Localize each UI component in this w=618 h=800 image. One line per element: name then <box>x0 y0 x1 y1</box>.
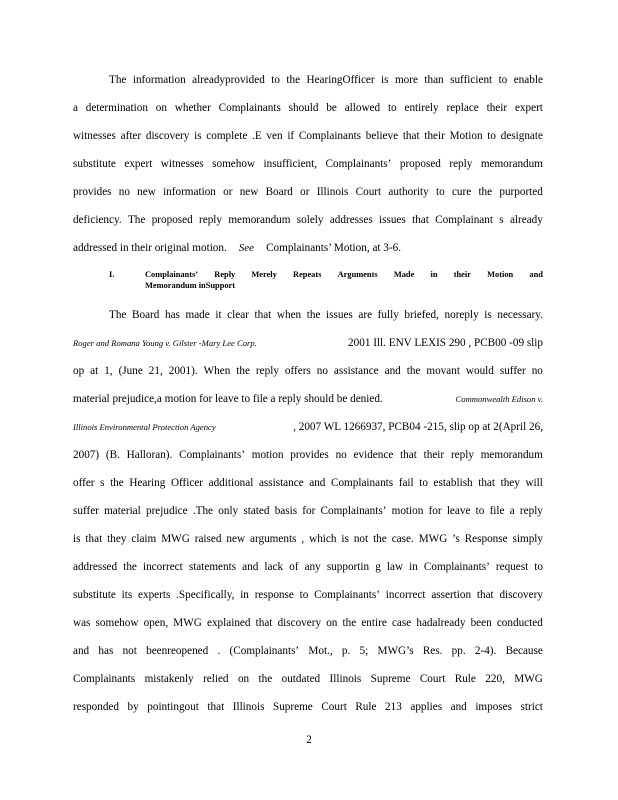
p2-line-2 <box>73 336 543 350</box>
see-signal: See <box>238 242 255 254</box>
p2-line-9: is that they claim MWG raised new arguments , which is not the case. MWG ’s Response simply <box>73 533 543 545</box>
heading-word: Arguments <box>337 270 378 279</box>
page-number: 2 <box>306 734 312 746</box>
case-citation-young: Roger and Romana Young v. Gilster -Mary Lee Corp. <box>73 338 257 348</box>
heading-line-2-text: Memorandum inSupport <box>145 281 236 290</box>
p1-line-5: provides no new information or new Board or Illinois Court authority to cure the purported <box>73 186 543 198</box>
p2-line-8: suffer material prejudice .The only stated basis for Complainants’ motion for leave to file a reply <box>73 505 543 517</box>
heading-word: Merely <box>251 270 277 279</box>
p1-last-line <box>73 241 543 255</box>
heading-line-1 <box>145 270 543 280</box>
p2-line-5-rest: , 2007 WL 1266937, PCB04 -215, slip op at 2(April 26, <box>293 421 543 433</box>
heading-word: Complainants’ <box>145 270 199 279</box>
heading-word: Made <box>393 270 415 279</box>
p2-line-2-rest: 2001 Ill. ENV LEXIS 290 , PCB00 -09 slip <box>348 337 543 349</box>
heading-word: and <box>529 270 543 279</box>
p2-line-15: responded by pointingout that Illinois Supreme Court Rule 213 applies and imposes strict <box>73 701 543 713</box>
case-citation-commonwealth: Commonwealth Edison v. <box>455 394 543 404</box>
p2-line-1: The Board has made it clear that when the issues are fully briefed, noreply is necessary. <box>109 309 543 321</box>
heading-number: I. <box>109 270 115 279</box>
p2-line-5 <box>73 420 543 434</box>
p2-line-6: 2007) (B. Halloran). Complainants’ motion provides no evidence that their reply memorandum <box>73 449 543 461</box>
heading-word: their <box>453 270 471 279</box>
heading-word: Repeats <box>293 270 322 279</box>
case-citation-iepa: Illinois Environmental Protection Agency <box>73 422 216 432</box>
p2-line-4-text: material prejudice,a motion for leave to file a reply should be denied. <box>73 393 383 405</box>
heading-word: in <box>430 270 438 279</box>
p2-line-3: op at 1, (June 21, 2001). When the reply offers no assistance and the movant would suffer no <box>73 365 543 377</box>
p1-line-3: witnesses after discovery is complete .E ven if Complainants believe that their Motion to designate <box>73 130 543 142</box>
p1-line-2: a determination on whether Complainants should be allowed to entirely replace their expert <box>73 102 543 114</box>
p2-line-7: offer s the Hearing Officer additional assistance and Complainants fail to establish that they will <box>73 477 543 489</box>
p1-line-1: The information alreadyprovided to the HearingOfficer is more than sufficient to enable <box>109 74 543 86</box>
heading-line-2 <box>145 281 543 291</box>
p2-line-14: Complainants mistakenly relied on the outdated Illinois Supreme Court Rule 220, MWG <box>73 673 543 685</box>
p1-line-4: substitute expert witnesses somehow insufficient, Complainants’ proposed reply memorandum <box>73 158 543 170</box>
p1-last-line-text: addressed in their original motion. <box>73 242 227 254</box>
p1-citation: Complainants’ Motion, at 3-6. <box>266 242 402 254</box>
p2-line-12: was somehow open, MWG explained that discovery on the entire case hadalready been conducted <box>73 617 543 629</box>
p2-line-4 <box>73 392 543 406</box>
p2-line-11: substitute its experts .Specifically, in response to Complainants’ incorrect assertion that discovery <box>73 589 543 601</box>
heading-word: Reply <box>214 270 236 279</box>
p1-line-6: deficiency. The proposed reply memorandum solely addresses issues that Complainant s already <box>73 214 543 226</box>
heading-word: Motion <box>487 270 514 279</box>
p2-line-13: and has not beenreopened . (Complainants’ Mot., p. 5; MWG’s Res. pp. 2-4). Because <box>73 645 543 657</box>
p2-line-10: addressed the incorrect statements and lack of any supportin g law in Complainants’ request to <box>73 561 543 573</box>
